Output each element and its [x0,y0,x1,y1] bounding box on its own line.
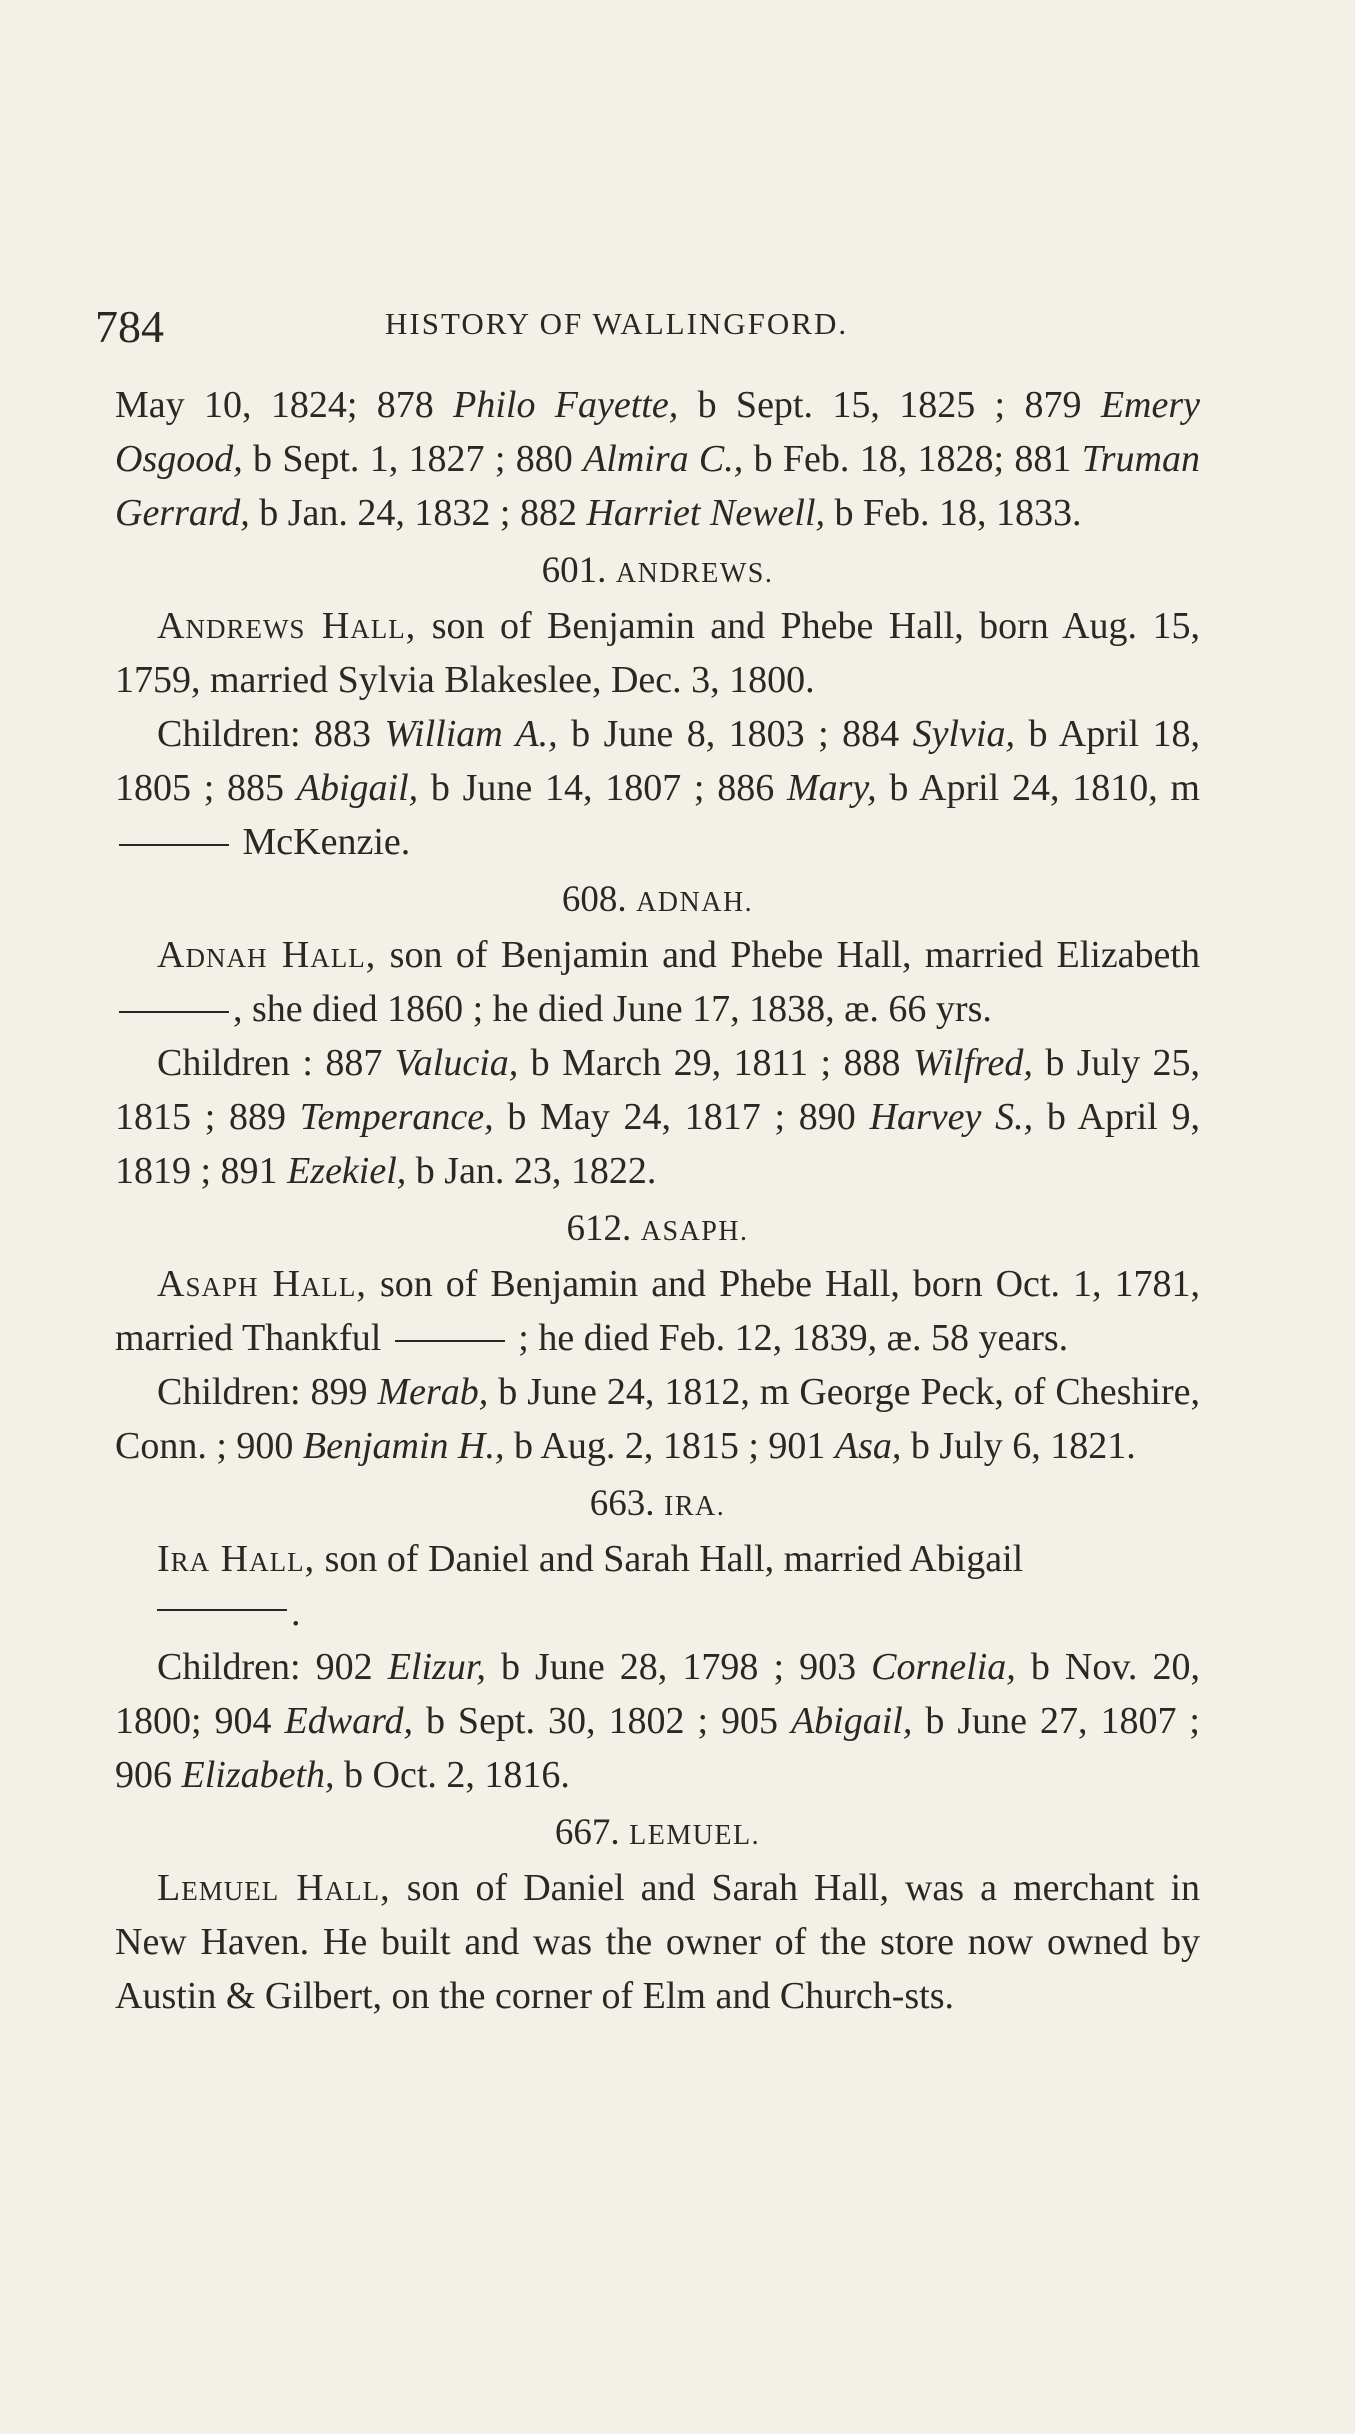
page-header [85,300,1205,360]
text: son of Benjamin and Phebe Hall, born Aug. 15, 1759, married Sylvia Blakeslee, Dec. 3, 1800. [115,605,1200,701]
continuation-paragraph [115,378,1200,540]
child-name: Sylvia, [912,713,1015,755]
text: . [291,1592,301,1634]
child-name: Valucia, [394,1042,519,1084]
child-name: Elizabeth, [181,1754,335,1796]
text: b April 18, 1805 ; 885 [115,713,1200,809]
text: son of Benjamin and Phebe Hall, born Oct. 1, 1781, married Thankful [115,1263,1200,1359]
text: , she died 1860 ; he died June 17, 1838, æ. 66 yrs. [233,988,992,1030]
biography-paragraph [115,1861,1200,2023]
biography-paragraph [115,1257,1200,1365]
text: b June 28, 1798 ; 903 [485,1646,872,1688]
text: Children: 883 [157,713,385,755]
person-name: Lemuel Hall, [157,1867,391,1909]
heading-number: 608. [561,879,627,920]
blank-dash [119,844,229,846]
section-heading-601 [115,543,1200,597]
section-heading-608 [115,872,1200,926]
child-name: Merab, [377,1371,489,1413]
child-name: William A., [384,713,558,755]
text: b Jan. 23, 1822. [406,1150,657,1192]
running-title: HISTORY OF WALLINGFORD. [385,306,849,341]
text: ; he died Feb. 12, 1839, æ. 58 years. [508,1317,1069,1359]
child-name: Philo Fayette, [453,384,679,426]
child-name: Emery Osgood, [115,384,1200,480]
heading-name: ANDREWS. [615,558,774,589]
page-body [115,378,1200,2023]
section-heading-612 [115,1201,1200,1255]
text: McKenzie. [233,821,411,863]
heading-name: LEMUEL. [629,1820,761,1851]
child-name: Mary, [786,767,877,809]
text: son of Benjamin and Phebe Hall, married Elizabeth [376,934,1200,976]
text: b Sept. 30, 1802 ; 905 [412,1700,791,1742]
children-paragraph [115,707,1200,869]
text: b July 25, 1815 ; 889 [115,1042,1200,1138]
child-name: Elizur, [387,1646,486,1688]
child-name: Abigail, [296,767,419,809]
child-name: Benjamin H., [302,1425,505,1467]
child-name: Truman Gerrard, [115,438,1200,534]
text: b Sept. 1, 1827 ; 880 [242,438,584,480]
heading-name: ADNAH. [636,887,754,918]
text: b June 24, 1812, m George Peck, of Cheshire, Conn. ; 900 [115,1371,1200,1467]
biography-paragraph [115,1532,1200,1586]
biography-paragraph [115,928,1200,1036]
blank-line [115,1586,1200,1640]
child-name: Harvey S., [869,1096,1034,1138]
page-number: 784 [95,301,164,352]
person-name: Asaph Hall, [157,1263,367,1305]
text: b June 27, 1807 ; 906 [115,1700,1200,1796]
child-name: Wilfred, [912,1042,1033,1084]
child-name: Edward, [284,1700,413,1742]
heading-number: 667. [554,1812,620,1853]
blank-dash [395,1340,505,1342]
text: b Feb. 18, 1833. [825,492,1082,534]
text: b Feb. 18, 1828; 881 [743,438,1082,480]
child-name: Cornelia, [871,1646,1016,1688]
text: May 10, 1824; 878 [115,384,454,426]
person-name: Adnah Hall, [157,934,377,976]
child-name: Almira C., [583,438,744,480]
section-heading-667 [115,1805,1200,1859]
child-name: Ezekiel, [287,1150,407,1192]
person-name: Ira Hall, [157,1538,316,1580]
child-name: Asa, [834,1425,902,1467]
blank-dash [157,1609,287,1611]
children-paragraph [115,1365,1200,1473]
text: b Nov. 20, 1800; 904 [115,1646,1200,1742]
text: b May 24, 1817 ; 890 [493,1096,870,1138]
child-name: Temperance, [299,1096,494,1138]
blank-dash [119,1011,229,1013]
heading-name: ASAPH. [640,1216,749,1247]
child-name: Harriet Newell, [586,492,826,534]
text: b Sept. 15, 1825 ; 879 [678,384,1101,426]
heading-number: 601. [541,550,607,591]
heading-number: 612. [566,1208,632,1249]
text: b June 8, 1803 ; 884 [557,713,913,755]
text: Children: 902 [157,1646,388,1688]
children-paragraph [115,1640,1200,1802]
text: b March 29, 1811 ; 888 [518,1042,913,1084]
biography-paragraph [115,599,1200,707]
text: b April 9, 1819 ; 891 [115,1096,1200,1192]
text: b June 14, 1807 ; 886 [418,767,787,809]
text: son of Daniel and Sarah Hall, was a merchant in New Haven. He built and was the owner of the store now owned by Austin & Gilbert, on the corner of Elm and Church-sts. [115,1867,1201,2017]
text: Children : 887 [157,1042,395,1084]
section-heading-663 [115,1476,1200,1530]
heading-number: 663. [589,1483,655,1524]
text: b July 6, 1821. [901,1425,1136,1467]
child-name: Abigail, [790,1700,913,1742]
text: b April 24, 1810, m [876,767,1200,809]
text: b Aug. 2, 1815 ; 901 [504,1425,835,1467]
text: b Oct. 2, 1816. [334,1754,570,1796]
text: son of Daniel and Sarah Hall, married Abigail [315,1538,1024,1580]
heading-name: IRA. [664,1491,726,1522]
text: Children: 899 [157,1371,378,1413]
children-paragraph [115,1036,1200,1198]
person-name: Andrews Hall, [157,605,417,647]
text: b Jan. 24, 1832 ; 882 [249,492,587,534]
